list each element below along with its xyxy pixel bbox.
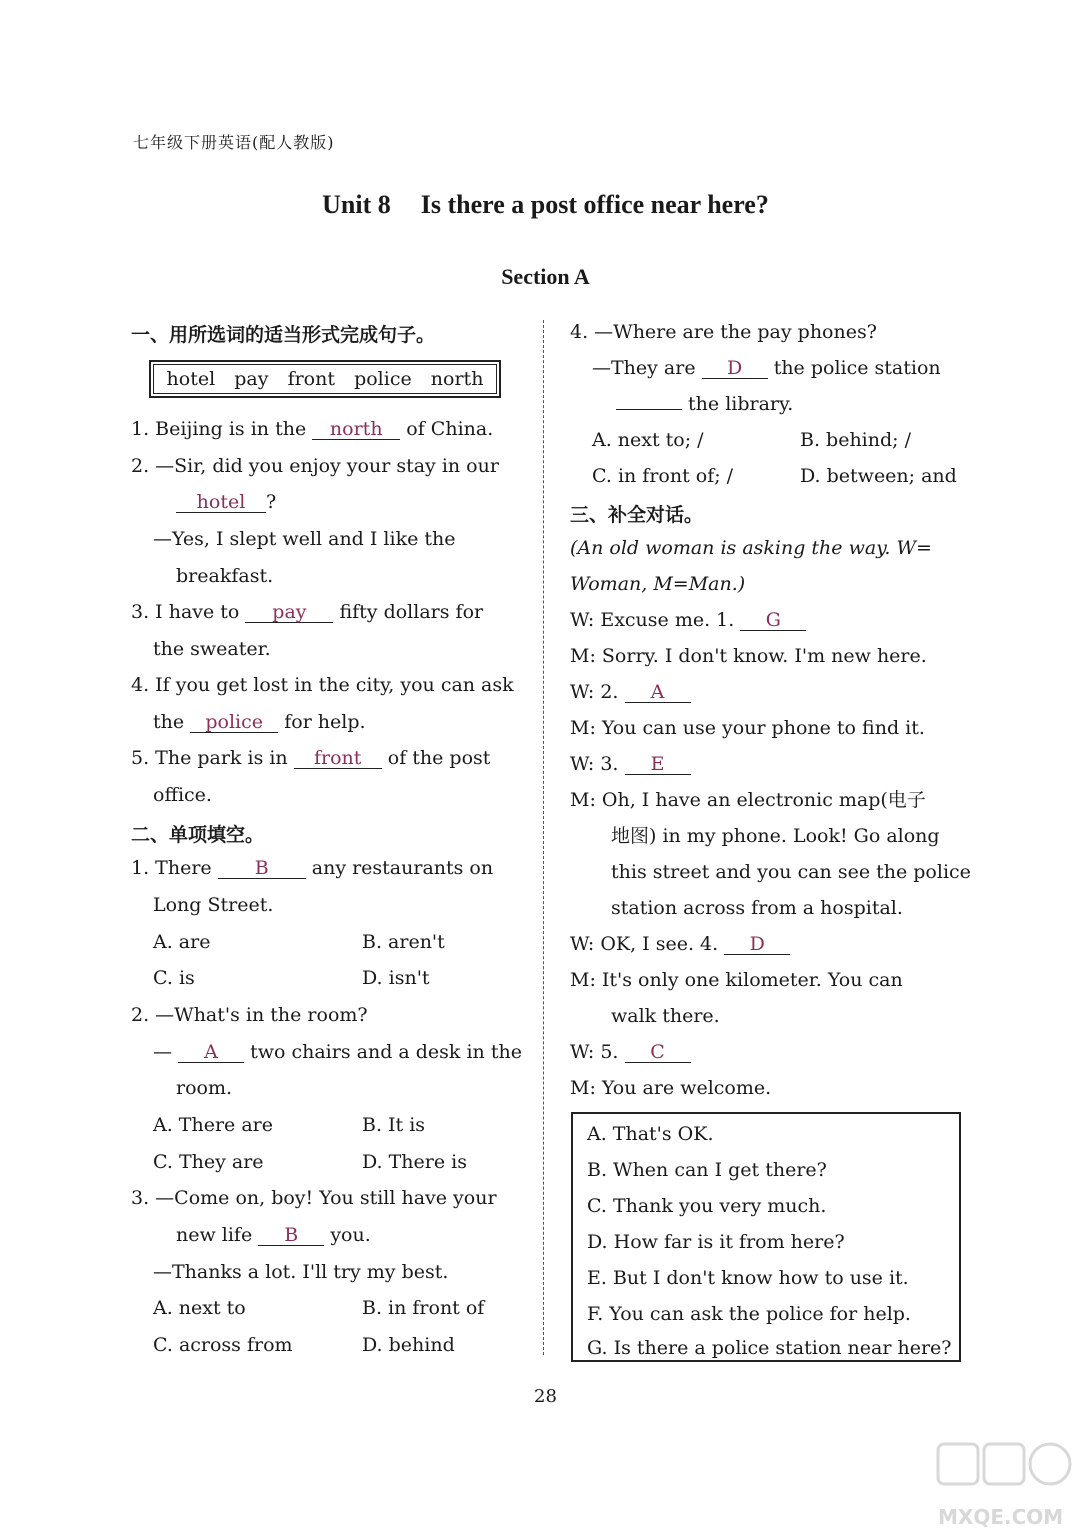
p2-q3-line2: new life B you. <box>176 1224 371 1246</box>
answer-blank[interactable]: hotel <box>176 492 266 513</box>
p2-q2-line2: — A two chairs and a desk in the <box>153 1041 522 1063</box>
option[interactable]: A. are <box>153 931 211 953</box>
p1-q3-line2: the sweater. <box>153 638 271 660</box>
answer-blank[interactable]: E <box>625 754 691 775</box>
answer-blank[interactable]: B <box>218 858 306 879</box>
dialogue-line: W: OK, I see. 4. D <box>570 932 790 956</box>
section-title: Section A <box>501 264 590 289</box>
column-divider <box>543 320 544 1355</box>
dialogue-line: M: Sorry. I don't know. I'm new here. <box>570 645 927 667</box>
dialogue-intro: (An old woman is asking the way. W= <box>570 537 932 559</box>
p1-q2-line4: breakfast. <box>176 565 274 587</box>
dialogue-line: W: 3. E <box>570 752 691 776</box>
p2-q4-line2: —They are D the police station <box>592 357 941 379</box>
answer-blank[interactable]: C <box>625 1042 691 1063</box>
option[interactable]: D. isn't <box>362 967 430 989</box>
part3-heading: 三、补全对话。 <box>570 504 704 526</box>
p1-q4-line1: 4. If you get lost in the city, you can ask <box>131 674 514 696</box>
option[interactable]: B. It is <box>362 1114 426 1136</box>
p1-q2-line3: —Yes, I slept well and I like the <box>153 528 456 550</box>
p1-q2-line2: hotel ? <box>176 490 276 514</box>
option[interactable]: B. behind; / <box>800 429 912 451</box>
dialogue-intro-2: Woman, M=Man.) <box>570 573 746 595</box>
dialogue-line-cont: this street and you can see the police <box>611 861 971 883</box>
word-bank-item: north <box>430 368 484 390</box>
dialogue-option[interactable]: B. When can I get there? <box>587 1159 827 1181</box>
p1-q5-line2: office. <box>153 784 212 806</box>
dialogue-option[interactable]: G. Is there a police station near here? <box>587 1337 952 1359</box>
dialogue-option[interactable]: F. You can ask the police for help. <box>587 1303 911 1325</box>
p2-q4-line1: 4. —Where are the pay phones? <box>570 321 877 343</box>
dialogue-line: M: You can use your phone to find it. <box>570 717 925 739</box>
answer-blank[interactable]: G <box>740 610 806 631</box>
option[interactable]: C. is <box>153 967 195 989</box>
answer-blank[interactable]: D <box>702 358 768 379</box>
option[interactable]: D. behind <box>362 1334 455 1356</box>
dialogue-line: W: Excuse me. 1. G <box>570 608 806 632</box>
dialogue-line: M: You are welcome. <box>570 1077 772 1099</box>
option[interactable]: A. There are <box>153 1114 273 1136</box>
dialogue-line-cont: station across from a hospital. <box>611 897 903 919</box>
answer-blank-empty[interactable] <box>616 409 682 410</box>
answer-blank[interactable]: pay <box>245 602 333 623</box>
p1-q1: 1. Beijing is in the north of China. <box>131 418 494 440</box>
p1-q2-line1: 2. —Sir, did you enjoy your stay in our <box>131 455 499 477</box>
word-bank-item: front <box>287 368 335 390</box>
option[interactable]: A. next to <box>153 1297 246 1319</box>
option[interactable]: C. across from <box>153 1334 293 1356</box>
p1-q4-line2: the police for help. <box>153 711 366 733</box>
option[interactable]: A. next to; / <box>592 429 704 451</box>
word-bank-item: pay <box>234 368 269 390</box>
dialogue-line-cont: walk there. <box>611 1005 720 1027</box>
dialogue-option[interactable]: E. But I don't know how to use it. <box>587 1267 909 1289</box>
option[interactable]: D. There is <box>362 1151 467 1173</box>
part2-heading: 二、单项填空。 <box>131 824 265 846</box>
answer-blank[interactable]: police <box>190 712 278 733</box>
p2-q4-line3: the library. <box>616 392 793 416</box>
option[interactable]: B. aren't <box>362 931 445 953</box>
answer-blank[interactable]: north <box>312 419 400 440</box>
word-bank-box <box>149 360 501 398</box>
word-bank-item: hotel <box>166 368 216 390</box>
dialogue-option[interactable]: D. How far is it from here? <box>587 1231 845 1253</box>
word-bank-item: police <box>354 368 412 390</box>
p2-q3-line1: 3. —Come on, boy! You still have your <box>131 1187 497 1209</box>
dialogue-option[interactable]: A. That's OK. <box>587 1123 714 1145</box>
p1-q3-line1: 3. I have to pay fifty dollars for <box>131 601 484 623</box>
answer-blank[interactable]: A <box>178 1042 244 1063</box>
dialogue-line: W: 5. C <box>570 1040 691 1064</box>
dialogue-option[interactable]: C. Thank you very much. <box>587 1195 827 1217</box>
dialogue-line: W: 2. A <box>570 680 691 704</box>
dialogue-line: M: Oh, I have an electronic map(电子 <box>570 789 926 811</box>
p1-q5-line1: 5. The park is in front of the post <box>131 747 491 769</box>
option[interactable]: D. between; and <box>800 465 957 487</box>
answer-blank[interactable]: D <box>724 934 790 955</box>
page-number: 28 <box>534 1386 557 1407</box>
option[interactable]: B. in front of <box>362 1297 485 1319</box>
p2-q1-line2: Long Street. <box>153 894 274 916</box>
options-box <box>571 1112 961 1362</box>
p2-q2-line1: 2. —What's in the room? <box>131 1004 368 1026</box>
dialogue-line: M: It's only one kilometer. You can <box>570 969 903 991</box>
watermark-text: MXQE.COM <box>938 1505 1064 1529</box>
book-header: 七年级下册英语(配人教版) <box>133 133 335 152</box>
p2-q2-line3: room. <box>176 1077 233 1099</box>
answer-blank[interactable]: B <box>258 1225 324 1246</box>
dialogue-line-cont: 地图) in my phone. Look! Go along <box>611 825 940 847</box>
unit-title: Unit 8 Is there a post office near here? <box>322 190 769 219</box>
p2-q1-line1: 1. There B any restaurants on <box>131 857 494 879</box>
p2-q3-line3: —Thanks a lot. I'll try my best. <box>153 1261 449 1283</box>
option[interactable]: C. in front of; / <box>592 465 734 487</box>
part1-heading: 一、用所选词的适当形式完成句子。 <box>131 324 436 346</box>
option[interactable]: C. They are <box>153 1151 264 1173</box>
answer-blank[interactable]: A <box>625 682 691 703</box>
answer-blank[interactable]: front <box>294 748 382 769</box>
